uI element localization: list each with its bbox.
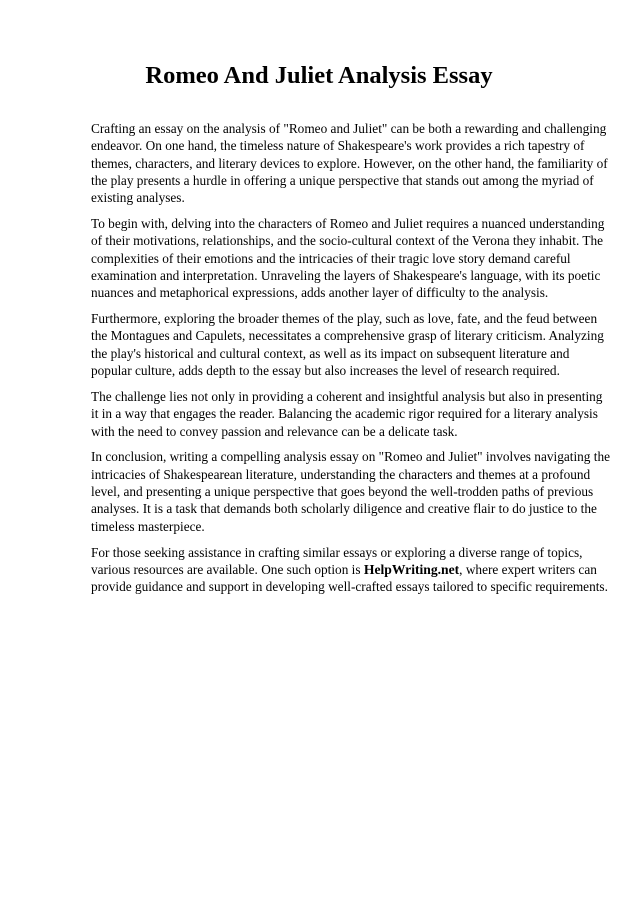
paragraph-line: themes, characters, and literary devices to explore. However, on the other hand, the familiarity of	[91, 155, 608, 171]
paragraph-2	[91, 215, 605, 301]
paragraph-line: To begin with, delving into the characters of Romeo and Juliet requires a nuanced understanding	[91, 216, 605, 232]
paragraph-final	[91, 544, 608, 596]
paragraph-line: endeavor. On one hand, the timeless nature of Shakespeare's work provides a rich tapestry of	[91, 138, 585, 154]
brand-name: HelpWriting.net	[363, 561, 460, 577]
paragraph-line: In conclusion, writing a compelling analysis essay on "Romeo and Juliet" involves navigating the	[91, 449, 611, 465]
paragraph-line: it in a way that engages the reader. Balancing the academic rigor required for a literary analysis	[91, 406, 598, 422]
paragraph-line: examination and interpretation. Unraveling the layers of Shakespeare's language, with its poetic	[91, 267, 601, 283]
line-text: , where expert writers can	[459, 561, 597, 577]
essay-body	[91, 120, 611, 604]
paragraph-1	[91, 120, 608, 206]
paragraph-4	[91, 388, 601, 440]
paragraph-5	[91, 448, 611, 534]
paragraph-line: intricacies of Shakespearean literature, understanding the characters and themes at a profound	[91, 466, 591, 482]
paragraph-3	[91, 310, 604, 379]
line-text: various resources are available. One such option is	[91, 561, 364, 577]
paragraph-line: nuances and metaphorical expressions, adds another layer of difficulty to the analysis.	[91, 285, 549, 301]
paragraph-line: Crafting an essay on the analysis of "Romeo and Juliet" can be both a rewarding and challenging	[91, 121, 607, 136]
paragraph-line: existing analyses.	[91, 190, 185, 206]
paragraph-line: For those seeking assistance in crafting similar essays or exploring a diverse range of topics,	[91, 544, 583, 560]
paragraph-line: popular culture, adds depth to the essay but also increases the level of research required.	[91, 363, 560, 379]
paragraph-line	[91, 561, 601, 578]
paragraph-line: the play's historical and cultural context, as well as its impact on subsequent literature and	[91, 345, 570, 361]
paragraph-line: timeless masterpiece.	[91, 518, 205, 534]
page-title: Romeo And Juliet Analysis Essay	[145, 62, 493, 89]
paragraph-line: with the need to convey passion and relevance can be a delicate task.	[91, 423, 458, 439]
paragraph-line: provide guidance and support in developing well-crafted essays tailored to specific requirements.	[91, 579, 608, 595]
paragraph-container	[91, 120, 611, 535]
paragraph-line: the Montagues and Capulets, necessitates a comprehensive grasp of literary criticism. Analyzing	[91, 328, 604, 344]
paragraph-line: complexities of their emotions and the intricacies of their tragic love story demand careful	[91, 250, 571, 266]
paragraph-line: Furthermore, exploring the broader themes of the play, such as love, fate, and the feud between	[91, 311, 598, 327]
paragraph-line: analyses. It is a task that demands both scholarly diligence and creative flair to do justice to the	[91, 501, 597, 517]
paragraph-line: of their motivations, relationships, and the socio-cultural context of the Verona they inhabit. The	[91, 233, 604, 249]
paragraph-line: the play presents a hurdle in offering a unique perspective that stands out among the myriad of	[91, 172, 594, 188]
paragraph-line: The challenge lies not only in providing a coherent and insightful analysis but also in presenting	[91, 388, 603, 404]
paragraph-line: level, and presenting a unique perspective that goes beyond the well-trodden paths of previous	[91, 484, 594, 500]
